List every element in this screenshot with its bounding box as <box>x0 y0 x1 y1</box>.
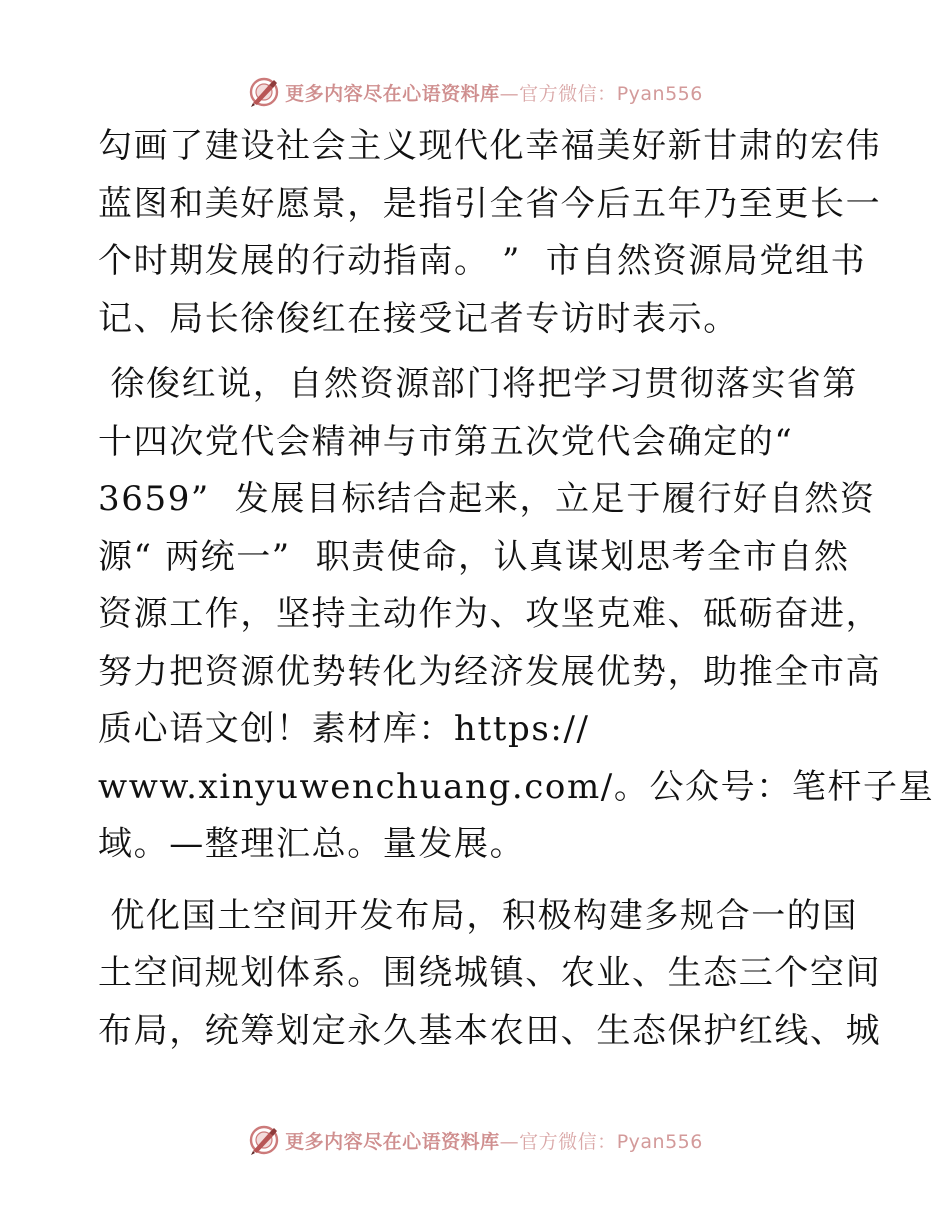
footer-site-text: 更多内容尽在心语资料库 <box>285 1130 500 1153</box>
footer-dash: — <box>499 1130 520 1153</box>
header-wechat-label: 官方微信： <box>519 82 617 105</box>
text-line: www.xinyuwenchuang.com/。公众号：笔杆子星 <box>98 766 935 807</box>
text-line: 域。—整理汇总。量发展。 <box>98 824 526 864</box>
text-line: 3659” 发展目标结合起来，立足于履行好自然资 <box>98 479 876 519</box>
text-line: 资源工作，坚持主动作为、攻坚克难、砥砺奋进， <box>98 594 882 634</box>
text-line: 优化国土空间开发布局，积极构建多规合一的国 <box>98 895 859 936</box>
header-watermark-banner <box>0 72 950 112</box>
text-line: 勾画了建设社会主义现代化幸福美好新甘肃的宏伟 <box>98 126 882 166</box>
paragraph-3 <box>98 888 882 1061</box>
text-line: 蓝图和美好愿景，是指引全省今后五年乃至更长一 <box>98 183 882 224</box>
header-wechat-id: Pyan556 <box>616 82 703 105</box>
paragraph-2 <box>98 356 935 874</box>
header-watermark-text <box>285 79 703 106</box>
pen-logo-icon <box>247 1123 281 1157</box>
text-line: 布局，统筹划定永久基本农田、生态保护红线、城 <box>98 1010 882 1051</box>
footer-wechat-label: 官方微信： <box>519 1130 617 1153</box>
paragraph-1 <box>98 118 882 348</box>
pen-logo-icon <box>247 75 281 109</box>
footer-watermark-text <box>285 1127 703 1154</box>
text-line: 徐俊红说，自然资源部门将把学习贯彻落实省第 <box>98 364 859 404</box>
text-line: 质心语文创！素材库：https:// <box>98 709 590 749</box>
header-dash: — <box>499 82 520 105</box>
footer-watermark-banner <box>0 1120 950 1160</box>
text-line: 源“ 两统一” 职责使命，认真谋划思考全市自然 <box>98 536 850 577</box>
text-line: 十四次党代会精神与市第五次党代会确定的“ <box>98 421 794 462</box>
text-line: 个时期发展的行动指南。 ” 市自然资源局党组书 <box>98 241 867 281</box>
text-line: 努力把资源优势转化为经济发展优势，助推全市高 <box>98 651 882 692</box>
footer-wechat-id: Pyan556 <box>616 1130 703 1153</box>
document-body <box>98 118 935 1060</box>
text-line: 记、局长徐俊红在接受记者专访时表示。 <box>98 298 739 339</box>
header-site-text: 更多内容尽在心语资料库 <box>285 82 500 105</box>
text-line: 土空间规划体系。围绕城镇、农业、生态三个空间 <box>98 953 882 993</box>
